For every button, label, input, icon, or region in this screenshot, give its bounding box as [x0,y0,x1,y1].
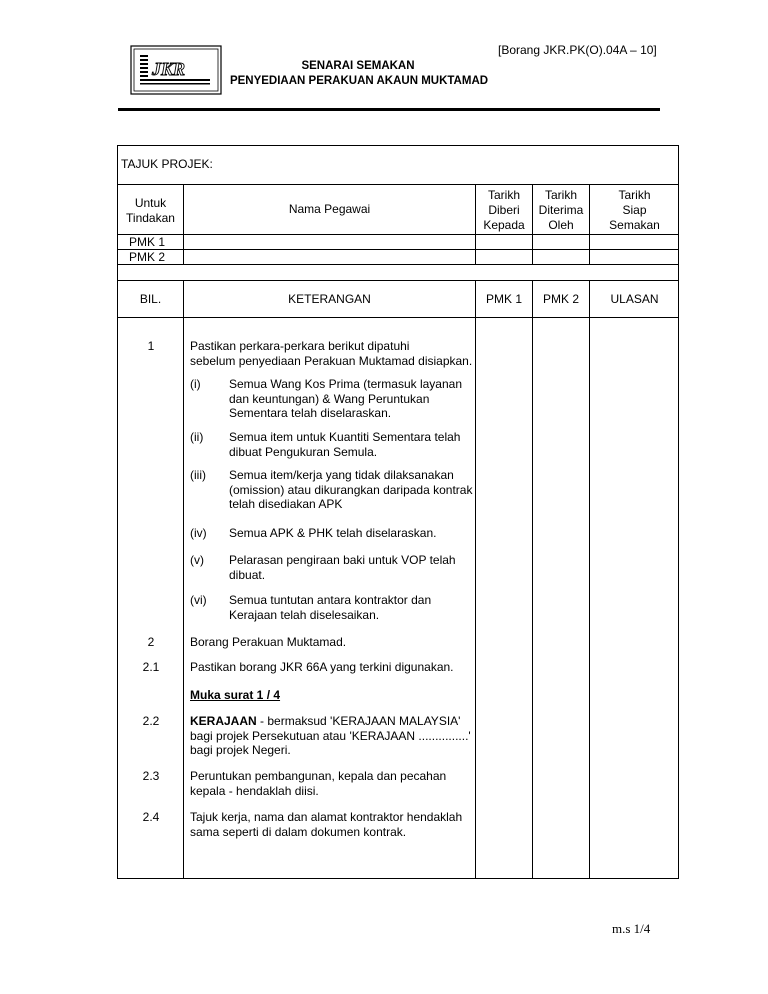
col-bil: BIL. [139,292,162,306]
sub-item-label: (v) [190,553,204,567]
col-tarikh-diterima: Tarikh Diterima Oleh [538,188,584,232]
item-text: Pastikan borang JKR 66A yang terkini digunakan. [190,660,454,674]
title-line-1: SENARAI SEMAKAN [301,60,415,72]
col-untuk-tindakan: Untuk Tindakan [126,196,175,225]
row-pmk2: PMK 2 [129,250,166,264]
jkr-logo [130,45,222,95]
sub-item-text: Pelarasan pengiraan baki untuk VOP telah dibuat. [229,553,456,582]
page-number: m.s 1/4 [612,921,651,936]
sub-item-label: (vi) [190,593,207,607]
divider [589,280,590,879]
form-code: [Borang JKR.PK(O).04A – 10] [498,43,657,57]
sub-item-text: Semua item untuk Kuantiti Sementara telah dibuat Pengukuran Semula. [229,430,461,459]
item-number: 1 [147,339,155,353]
svg-text:JKR: JKR [152,59,186,79]
col-nama-pegawai: Nama Pegawai [288,202,371,216]
item-text: Pastikan perkara-perkara berikut dipatuhi sebelum penyediaan Perakuan Muktamad disiapkan. [190,339,473,368]
sub-item-label: (iii) [190,468,206,482]
col-tarikh-siap: Tarikh Siap Semakan [609,188,660,232]
divider [117,249,679,250]
item-text: Peruntukan pembangunan, kepala dan pecahan kepala - hendaklah diisi. [190,769,447,798]
header-rule [118,108,660,111]
title-line-2: PENYEDIAAN PERAKUAN AKAUN MUKTAMAD [229,75,489,87]
item-text: Borang Perakuan Muktamad. [190,635,347,649]
divider [117,280,679,281]
item-number: 2.1 [142,660,160,674]
divider [117,264,679,265]
sub-item-label: (i) [190,377,201,391]
divider [532,280,533,879]
divider [117,234,679,235]
col-pmk1: PMK 1 [485,292,522,306]
divider [117,184,679,185]
sub-item-text: Semua tuntutan antara kontraktor dan Kerajaan telah diselesaikan. [229,593,432,622]
item-number: 2.3 [142,769,160,783]
col-keterangan: KETERANGAN [288,292,371,306]
item-number: 2.2 [142,714,160,728]
sub-item-label: (iv) [190,526,207,540]
page-reference: Muka surat 1 / 4 [190,688,281,702]
col-pmk2: PMK 2 [542,292,579,306]
col-ulasan: ULASAN [610,292,659,306]
sub-item-text: Semua item/kerja yang tidak dilaksanakan (omission) atau dikurangkan daripada kontrak telah disediakan APK [229,468,473,511]
item-number: 2 [147,635,155,649]
divider [117,317,679,318]
sub-item-label: (ii) [190,430,204,444]
item-text: KERAJAAN - bermaksud 'KERAJAAN MALAYSIA' bagi projek Persekutuan atau 'KERAJAAN ...............' bagi projek Negeri. [190,714,471,757]
item-number: 2.4 [142,810,160,824]
divider [183,184,184,264]
project-title-label: TAJUK PROJEK: [121,157,213,171]
divider [183,280,184,879]
col-tarikh-diberi: Tarikh Diberi Kepada [483,188,525,232]
sub-item-text: Semua APK & PHK telah diselaraskan. [229,526,437,540]
sub-item-text: Semua Wang Kos Prima (termasuk layanan dan keuntungan) & Wang Peruntukan Sementara telah diselaraskan. [229,377,462,420]
item-text: Tajuk kerja, nama dan alamat kontraktor hendaklah sama seperti di dalam dokumen kontrak. [190,810,463,839]
row-pmk1: PMK 1 [129,235,166,249]
